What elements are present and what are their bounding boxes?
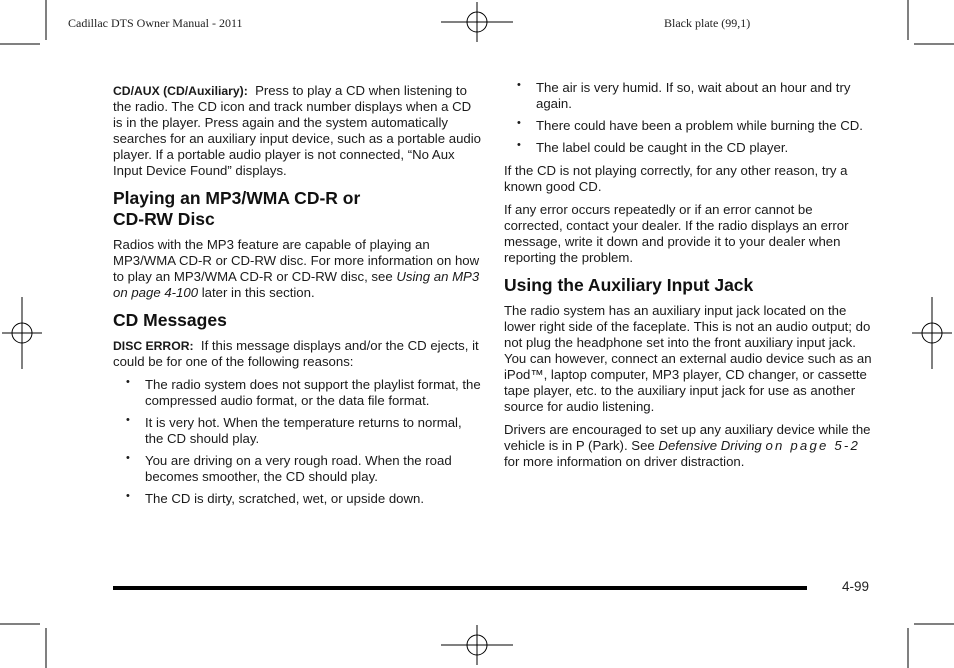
running-header-plate: Black plate (99,1)	[664, 16, 751, 30]
disc-error-text: If this message displays and/or the CD ejects, it could be for one of the following reasons:	[113, 338, 479, 369]
disc-error-reasons-list	[113, 377, 483, 507]
running-header-title: Cadillac DTS Owner Manual - 2011	[68, 16, 243, 30]
registration-mark-top	[441, 2, 513, 42]
retry-paragraph: If the CD is not playing correctly, for any other reason, try a known good CD.	[504, 163, 848, 194]
right-column	[504, 80, 874, 477]
bullet-icon: •	[126, 376, 130, 388]
aux-heading: Using the Auxiliary Input Jack	[504, 275, 754, 295]
bullet-icon: •	[517, 117, 521, 129]
bullet-icon: •	[126, 414, 130, 426]
footer-rule	[113, 586, 807, 590]
bullet-icon: •	[126, 452, 130, 464]
list-item	[504, 118, 874, 134]
list-item-text: There could have been a problem while burning the CD.	[536, 118, 863, 133]
list-item	[113, 377, 483, 409]
list-item	[113, 415, 483, 447]
list-item-text: The label could be caught in the CD player.	[536, 140, 789, 155]
list-item	[504, 140, 874, 156]
bullet-icon: •	[517, 79, 521, 91]
disc-error-label: DISC ERROR:	[113, 339, 194, 353]
mp3-text: Radios with the MP3 feature are capable of playing an MP3/WMA CD-R or CD-RW disc. For more information on how to play an MP3/WMA CD-R or CD-RW disc, see	[113, 237, 480, 284]
defensive-driving-link[interactable]: Defensive Driving	[658, 438, 762, 453]
dealer-paragraph: If any error occurs repeatedly or if an error cannot be corrected, contact your dealer. If the radio displays an error message, write it down and provide it to your dealer when reporting the problem.	[504, 202, 849, 265]
page-number: 4-99	[842, 579, 870, 594]
mp3-text-after: later in this section.	[201, 285, 315, 300]
cdaux-label: CD/AUX (CD/Auxiliary):	[113, 84, 248, 98]
aux-description-paragraph: The radio system has an auxiliary input jack located on the lower right side of the faceplate. This is not an audio output; do not plug the headphone set into the front auxiliary input jack. You can however, connect an external audio device such as an iPod™, laptop computer, MP3 player, CD changer, or cassette tape player, etc. to the auxiliary input jack for use as another source for audio listening.	[504, 303, 872, 414]
mp3-cross-reference-link[interactable]: Using an MP3 on page 4-100	[113, 269, 480, 300]
left-column	[113, 83, 483, 514]
disc-error-reasons-list-continued	[504, 80, 874, 156]
list-item-text: The radio system does not support the playlist format, the compressed audio format, or the data file format.	[145, 377, 481, 408]
cdaux-text: Press to play a CD when listening to the radio. The CD icon and track number displays when a CD is in the player. Press again and the system automatically searches for an auxiliary input device, such as a portable audio player. If a portable audio player is not connected, “No Aux Input Device Found” displays.	[113, 83, 482, 178]
mp3-heading-line2: CD-RW Disc	[113, 209, 215, 229]
list-item-text: You are driving on a very rough road. When the road becomes smoother, the CD should play.	[145, 453, 452, 484]
aux-driver-text-after: for more information on driver distraction.	[504, 454, 745, 469]
defensive-driving-page-link[interactable]: on page 5-2	[765, 438, 861, 453]
mp3-heading	[113, 188, 483, 230]
cdaux-paragraph	[113, 83, 483, 179]
registration-mark-bottom	[441, 625, 513, 665]
list-item-text: It is very hot. When the temperature returns to normal, the CD should play.	[145, 415, 462, 446]
list-item-text: The CD is dirty, scratched, wet, or upside down.	[145, 491, 425, 506]
mp3-paragraph	[113, 237, 483, 301]
mp3-heading-line1: Playing an MP3/WMA CD-R or	[113, 188, 361, 208]
disc-error-paragraph	[113, 338, 483, 370]
registration-mark-left	[2, 297, 42, 369]
bullet-icon: •	[126, 490, 130, 502]
aux-driver-text: Drivers are encouraged to set up any auxiliary device while the vehicle is in P (Park). See	[504, 422, 871, 453]
list-item-text: The air is very humid. If so, wait about an hour and try again.	[536, 80, 851, 111]
aux-driver-paragraph	[504, 422, 874, 470]
list-item	[504, 80, 874, 112]
cd-messages-heading: CD Messages	[113, 310, 227, 330]
list-item	[113, 491, 483, 507]
list-item	[113, 453, 483, 485]
registration-mark-right	[912, 297, 952, 369]
bullet-icon: •	[517, 139, 521, 151]
